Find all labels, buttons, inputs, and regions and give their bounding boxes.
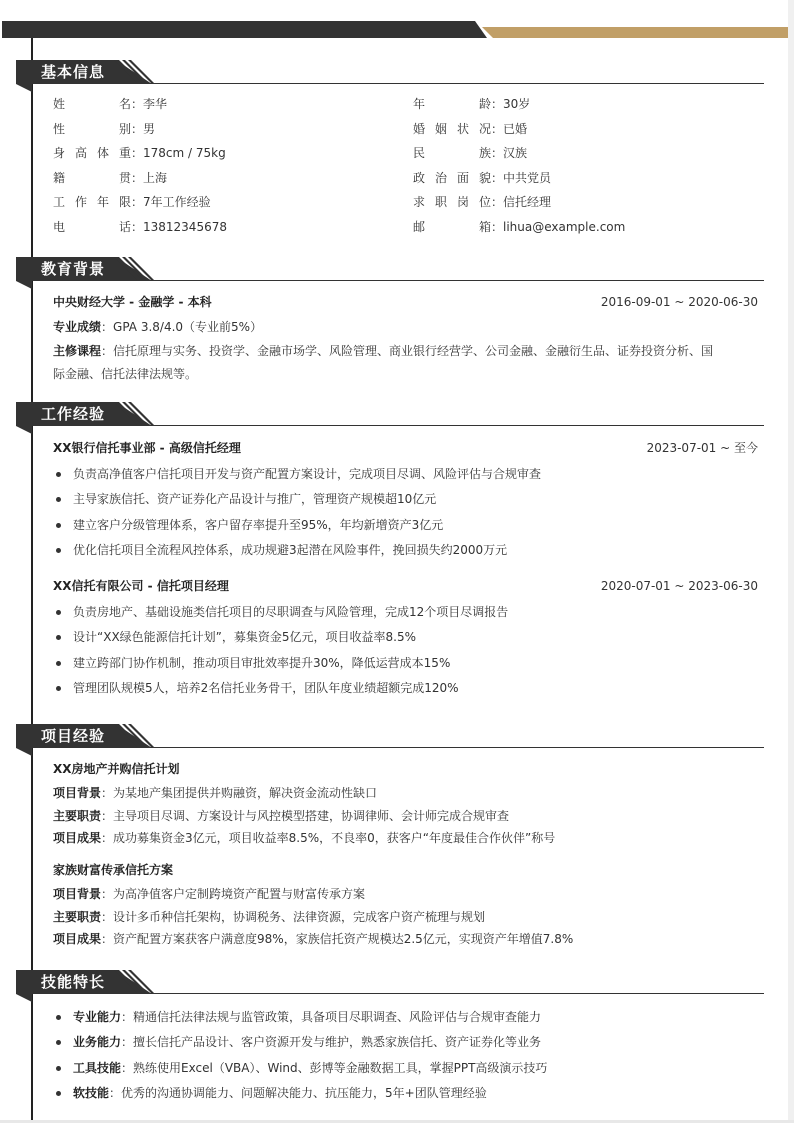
skill-item: [73, 1060, 547, 1076]
info-label: 电话: [53, 220, 131, 234]
info-value: 中共党员: [503, 170, 552, 185]
info-label: 邮箱: [413, 220, 491, 234]
section-divider: [32, 425, 764, 426]
section-header: [16, 724, 764, 752]
stripes-icon: [114, 970, 154, 994]
detail-label: 项目背景: [53, 887, 102, 901]
colon: ：: [491, 97, 504, 111]
section-divider: [32, 280, 764, 281]
info-row: [53, 194, 211, 210]
skill-item: [73, 1085, 487, 1101]
colon: ：: [131, 170, 144, 185]
stripes-icon: [114, 60, 154, 84]
colon: ：: [121, 1035, 134, 1050]
courses-value: 信托原理与实务、投资学、金融市场学、风险管理、商业银行经营学、公司金融、金融衍生品、证券投资分析、国: [113, 344, 714, 358]
info-row: [413, 194, 551, 210]
section-fold: [16, 84, 32, 92]
skill-value: 熟练使用Excel（VBA）、Wind、彭博等金融数据工具，掌握PPT高级演示技巧: [133, 1060, 548, 1075]
colon: ：: [101, 909, 114, 924]
section-title: 工作经验: [41, 405, 106, 423]
section-header: [16, 970, 764, 998]
section-header: [16, 402, 764, 430]
info-row: [413, 96, 530, 112]
job-bullet: 主导家族信托、资产证券化产品设计与推广，管理资产规模超10亿元: [73, 492, 437, 507]
job-bullet: 设计“XX绿色能源信托计划”，募集资金5亿元，项目收益率8.5%: [73, 630, 416, 645]
info-label: 姓名: [53, 97, 131, 111]
job-date: 2023-07-01 ~ 至今: [646, 441, 758, 455]
skill-value: 精通信托法律法规与监管政策，具备项目尽职调查、风险评估与合规审查能力: [133, 1010, 542, 1024]
colon: ：: [131, 195, 144, 210]
job-bullet: 负责房地产、基础设施类信托项目的尽职调查与风险管理，完成12个项目尽调报告: [73, 605, 509, 619]
skill-item: [73, 1009, 541, 1025]
skill-item: [73, 1034, 541, 1050]
project-detail: [53, 909, 485, 925]
section-header: [16, 60, 764, 88]
colon: ：: [109, 1085, 122, 1100]
skill-value: 优秀的沟通协调能力、问题解决能力、抗压能力，5年+团队管理经验: [121, 1085, 487, 1100]
job-date: 2020-07-01 ~ 2023-06-30: [600, 579, 758, 593]
education-date: 2016-09-01 ~ 2020-06-30: [600, 295, 758, 309]
detail-label: 项目背景: [53, 786, 102, 800]
project-name: XX房地产并购信托计划: [53, 762, 180, 776]
detail-value: 主导项目尽调、方案设计与风控模型搭建，协调律师、会计师完成合规审查: [113, 808, 510, 823]
colon: ：: [101, 932, 114, 946]
colon: ：: [491, 121, 504, 136]
project-detail: [53, 886, 365, 902]
info-label: 性别: [53, 121, 131, 136]
info-value: 30岁: [503, 97, 531, 111]
colon: ：: [101, 320, 114, 334]
section-divider: [32, 83, 764, 84]
education-school: 中央财经大学 - 金融学 - 本科: [53, 295, 212, 309]
job-bullet: 负责高净值客户信托项目开发与资产配置方案设计，完成项目尽调、风险评估与合规审查: [73, 467, 542, 481]
skill-label: 专业能力: [73, 1010, 122, 1024]
detail-label: 主要职责: [53, 909, 102, 924]
info-label: 身高体重: [53, 146, 131, 161]
colon: ：: [101, 887, 114, 901]
info-row: [413, 145, 527, 161]
info-row: [413, 121, 527, 137]
section-title: 教育背景: [41, 260, 106, 278]
info-value: 上海: [143, 170, 168, 185]
job-bullet: 优化信托项目全流程风控体系，成功规避3起潜在风险事件，挽回损失约2000万元: [73, 542, 508, 557]
info-value: 13812345678: [143, 220, 227, 234]
info-value: 汉族: [503, 146, 528, 161]
project-detail: [53, 830, 555, 846]
section-work: [16, 402, 764, 430]
header-bar-gold: [482, 27, 788, 38]
section-basic-info: [16, 60, 764, 88]
section-fold: [16, 748, 32, 756]
project-detail: [53, 931, 573, 947]
header-bar-dark: [2, 21, 487, 38]
colon: ：: [131, 220, 144, 234]
detail-value: 成功募集资金3亿元，项目收益率8.5%，不良率0，获客户“年度最佳合作伙伴”称号: [113, 831, 556, 845]
job-heading: XX银行信托事业部 - 高级信托经理: [53, 441, 241, 455]
info-label: 政治面貌: [413, 170, 491, 185]
info-label: 求职岗位: [413, 195, 491, 210]
info-row: [53, 96, 167, 112]
detail-value: 资产配置方案获客户满意度98%，家族信托资产规模达2.5亿元，实现资产年增值7.8%: [113, 932, 574, 946]
project-detail: [53, 808, 509, 824]
info-row: [53, 121, 155, 137]
section-skills: [16, 970, 764, 998]
section-header: [16, 257, 764, 285]
colon: ：: [121, 1010, 134, 1024]
detail-label: 主要职责: [53, 808, 102, 823]
colon: ：: [101, 831, 114, 845]
colon: ：: [491, 220, 504, 234]
colon: ：: [101, 808, 114, 823]
skill-label: 软技能: [73, 1085, 110, 1100]
skill-value: 擅长信托产品设计、客户资源开发与维护，熟悉家族信托、资产证券化等业务: [133, 1035, 542, 1050]
info-value: 178cm / 75kg: [143, 146, 226, 161]
colon: ：: [121, 1060, 134, 1075]
gpa-value: GPA 3.8/4.0（专业前5%）: [113, 320, 263, 334]
detail-value: 为高净值客户定制跨境资产配置与财富传承方案: [113, 887, 366, 901]
colon: ：: [491, 195, 504, 210]
courses-label: 主修课程: [53, 344, 102, 358]
info-label: 婚姻状况: [413, 121, 491, 136]
info-value: lihua@example.com: [503, 220, 626, 234]
project-name: 家族财富传承信托方案: [53, 863, 174, 877]
skill-label: 业务能力: [73, 1035, 122, 1050]
info-label: 籍贯: [53, 170, 131, 185]
stripes-icon: [114, 402, 154, 426]
education-gpa: [53, 319, 262, 335]
section-fold: [16, 426, 32, 434]
detail-label: 项目成果: [53, 932, 102, 946]
info-row: [53, 219, 227, 235]
project-detail: [53, 785, 377, 801]
info-value: 7年工作经验: [143, 195, 211, 210]
info-row: [53, 145, 226, 161]
detail-value: 为某地产集团提供并购融资，解决资金流动性缺口: [113, 786, 378, 800]
section-divider: [32, 747, 764, 748]
colon: ：: [491, 146, 504, 161]
info-row: [53, 170, 167, 186]
job-bullet: 建立客户分级管理体系，客户留存率提升至95%，年均新增资产3亿元: [73, 517, 444, 532]
stripes-icon: [114, 257, 154, 281]
gpa-label: 专业成绩: [53, 320, 102, 334]
colon: ：: [131, 97, 144, 111]
info-label: 工作年限: [53, 195, 131, 210]
info-value: 男: [143, 121, 156, 136]
colon: ：: [491, 170, 504, 185]
section-divider: [32, 993, 764, 994]
colon: ：: [131, 146, 144, 161]
education-courses-cont: 际金融、信托法律法规等。: [53, 367, 198, 381]
job-bullet: 建立跨部门协作机制，推动项目审批效率提升30%，降低运营成本15%: [73, 655, 451, 670]
detail-label: 项目成果: [53, 831, 102, 845]
section-title: 技能特长: [41, 973, 106, 991]
colon: ：: [131, 121, 144, 136]
info-value: 已婚: [503, 121, 528, 136]
education-courses: [53, 343, 713, 359]
skill-label: 工具技能: [73, 1060, 122, 1075]
detail-value: 设计多币种信托架构，协调税务、法律资源，完成客户资产梳理与规划: [113, 909, 486, 924]
section-title: 基本信息: [41, 63, 106, 81]
section-title: 项目经验: [41, 727, 106, 745]
section-fold: [16, 281, 32, 289]
section-projects: [16, 724, 764, 752]
info-value: 信托经理: [503, 195, 552, 210]
section-education: [16, 257, 764, 285]
timeline-line: [31, 38, 33, 1120]
info-row: [413, 170, 551, 186]
info-value: 李华: [143, 97, 168, 111]
job-heading: XX信托有限公司 - 信托项目经理: [53, 579, 229, 593]
section-fold: [16, 994, 32, 1002]
colon: ：: [101, 786, 114, 800]
stripes-icon: [114, 724, 154, 748]
info-row: [413, 219, 625, 235]
job-bullet: 管理团队规模5人，培养2名信托业务骨干，团队年度业绩超额完成120%: [73, 680, 459, 695]
colon: ：: [101, 344, 114, 358]
info-label: 年龄: [413, 97, 491, 111]
info-label: 民族: [413, 146, 491, 161]
